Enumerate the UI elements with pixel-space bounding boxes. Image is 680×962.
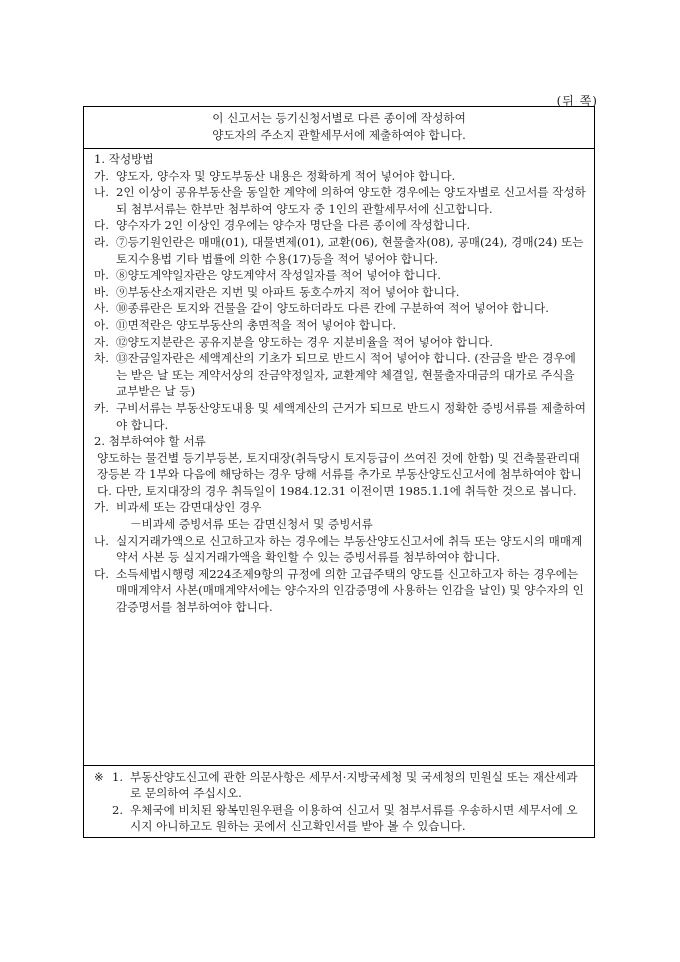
item-text: 2인 이상이 공유부동산을 동일한 계약에 의하여 양도한 경우에는 양도자별로 신고서를 작성하되 첨부서류는 한부만 첨부하여 양도자 중 1인의 관할세무서에 신고합니다.	[116, 185, 586, 216]
item-text: 비과세 또는 감면대상인 경우	[116, 500, 262, 515]
list-item	[94, 234, 586, 267]
section2-intro: 양도하는 물건별 등기부등본, 토지대장(취득당시 토지등급이 쓰여진 것에 한함) 및 건축물관리대장등본 각 1부와 다음에 해당하는 경우 당해 서류를 추가로 부동산양도신고서에 첨부하여야 합니다. 다만, 토지대장의 경우 취득일이 1984.12.31 이전이면 1985.1.1에 취득한 것으로 봅니다.	[97, 450, 582, 498]
item-text: ⑦등기원인란은 매매(01), 대물변제(01), 교환(06), 현물출자(08), 공매(24), 경매(24) 또는 토지수용법 기타 법률에 의한 수용(17)등을 적어 넣어야 합니다.	[116, 234, 584, 266]
header-line-2: 양도자의 주소지 관할세무서에 제출하여야 합니다.	[212, 128, 466, 142]
item-marker: 가.	[94, 500, 109, 515]
note-marker: 1.	[112, 769, 124, 784]
page-side-label: (뒤 쪽)	[556, 94, 598, 108]
item-text: ⑧양도계약일자란은 양도계약서 작성일자를 적어 넣어야 합니다.	[116, 268, 441, 283]
list-item	[94, 400, 586, 433]
list-item	[94, 334, 586, 351]
note-text: 우체국에 비치된 왕복민원우편을 이용하여 신고서 및 첨부서류를 우송하시면 세무서에 오시지 아니하고도 원하는 곳에서 신고확인서를 받아 볼 수 있습니다.	[130, 802, 578, 834]
list-item	[94, 350, 586, 400]
notes-section	[84, 765, 594, 837]
attachment-item	[94, 533, 586, 566]
note-text: 부동산양도신고에 관한 의문사항은 세무서·지방국세청 및 국세청의 민원실 또는 재산세과로 문의하여 주십시오.	[130, 769, 578, 801]
item-text: ⑩종류란은 토지와 건물을 같이 양도하더라도 다른 칸에 구분하여 적어 넣어야 합니다.	[116, 301, 549, 316]
note-marker: 2.	[112, 802, 124, 817]
item-marker: 바.	[94, 284, 109, 299]
item-marker: 가.	[94, 168, 109, 183]
item-marker: 마.	[94, 268, 109, 283]
item-marker: 다.	[94, 566, 109, 581]
list-item	[94, 184, 586, 217]
notes-list	[94, 769, 586, 835]
list-item	[94, 284, 586, 301]
item-text: 양도자, 양수자 및 양도부동산 내용은 정확하게 적어 넣어야 합니다.	[116, 168, 456, 183]
section2-title: 2. 첨부하여야 할 서류	[94, 434, 206, 449]
instructions-body	[84, 149, 594, 616]
list-item	[94, 267, 586, 284]
header-line-1: 이 신고서는 등기신청서별로 다른 종이에 작성하여	[212, 111, 466, 125]
item-text: 양수자가 2인 이상인 경우에는 양수자 명단을 다른 종이에 작성합니다.	[116, 218, 471, 233]
list-item	[94, 317, 586, 334]
item-marker: 자.	[94, 334, 109, 349]
item-marker: 라.	[94, 234, 109, 249]
item-text: ⑨부동산소재지란은 지번 및 아파트 동호수까지 적어 넣어야 합니다.	[116, 284, 460, 299]
item-text: ⑪면적란은 양도부동산의 총면적을 적어 넣어야 합니다.	[116, 317, 397, 332]
section1-title: 1. 작성방법	[94, 152, 154, 166]
item-marker: 다.	[94, 218, 109, 233]
note-mark: ※	[94, 769, 104, 784]
section2-items	[94, 499, 586, 615]
item-text: 실지거래가액으로 신고하고자 하는 경우에는 부동산양도신고서에 취득 또는 양도시의 매매계약서 사본 등 실지거래가액을 확인할 수 있는 증빙서류를 첨부하여야 합니다.	[116, 533, 583, 565]
form-header	[84, 107, 594, 149]
section1-items	[94, 168, 586, 434]
item-marker: 나.	[94, 185, 109, 200]
item-text: 구비서류는 부동산양도내용 및 세액계산의 근거가 되므로 반드시 정확한 증빙서류를 제출하여야 합니다.	[116, 400, 586, 432]
instructions-box	[83, 106, 595, 838]
item-marker: 사.	[94, 301, 109, 316]
note-item	[94, 769, 586, 802]
list-item	[94, 168, 586, 185]
item-marker: 아.	[94, 317, 109, 332]
attachment-item	[94, 499, 586, 516]
item-marker: 차.	[94, 351, 109, 366]
item-text: ⑫양도지분란은 공유지분을 양도하는 경우 지분비율을 적어 넣어야 합니다.	[116, 334, 494, 349]
item-marker: 나.	[94, 533, 109, 548]
list-item	[94, 300, 586, 317]
attachment-item	[94, 566, 586, 616]
attachment-sub-item: －비과세 증빙서류 또는 감면신청서 및 증빙서류	[130, 517, 373, 532]
note-item	[94, 802, 586, 835]
item-text: 소득세법시행령 제224조제9항의 규정에 의한 고급주택의 양도를 신고하고자 하는 경우에는 매매계약서 사본(매매계약서에는 양수자의 인감증명에 사용하는 인감을 날인) 및 양수자의 인감증명서를 첨부하여야 합니다.	[116, 566, 584, 615]
item-text: ⑬잔금일자란은 세액계산의 기초가 되므로 반드시 적어 넣어야 합니다. (잔금을 받은 경우에는 받은 날 또는 계약서상의 잔금약정일자, 교환계약 체결일, 현물출자대금의 대가로 주식을 교부받은 날 등)	[116, 351, 576, 399]
item-marker: 카.	[94, 400, 109, 415]
list-item	[94, 217, 586, 234]
